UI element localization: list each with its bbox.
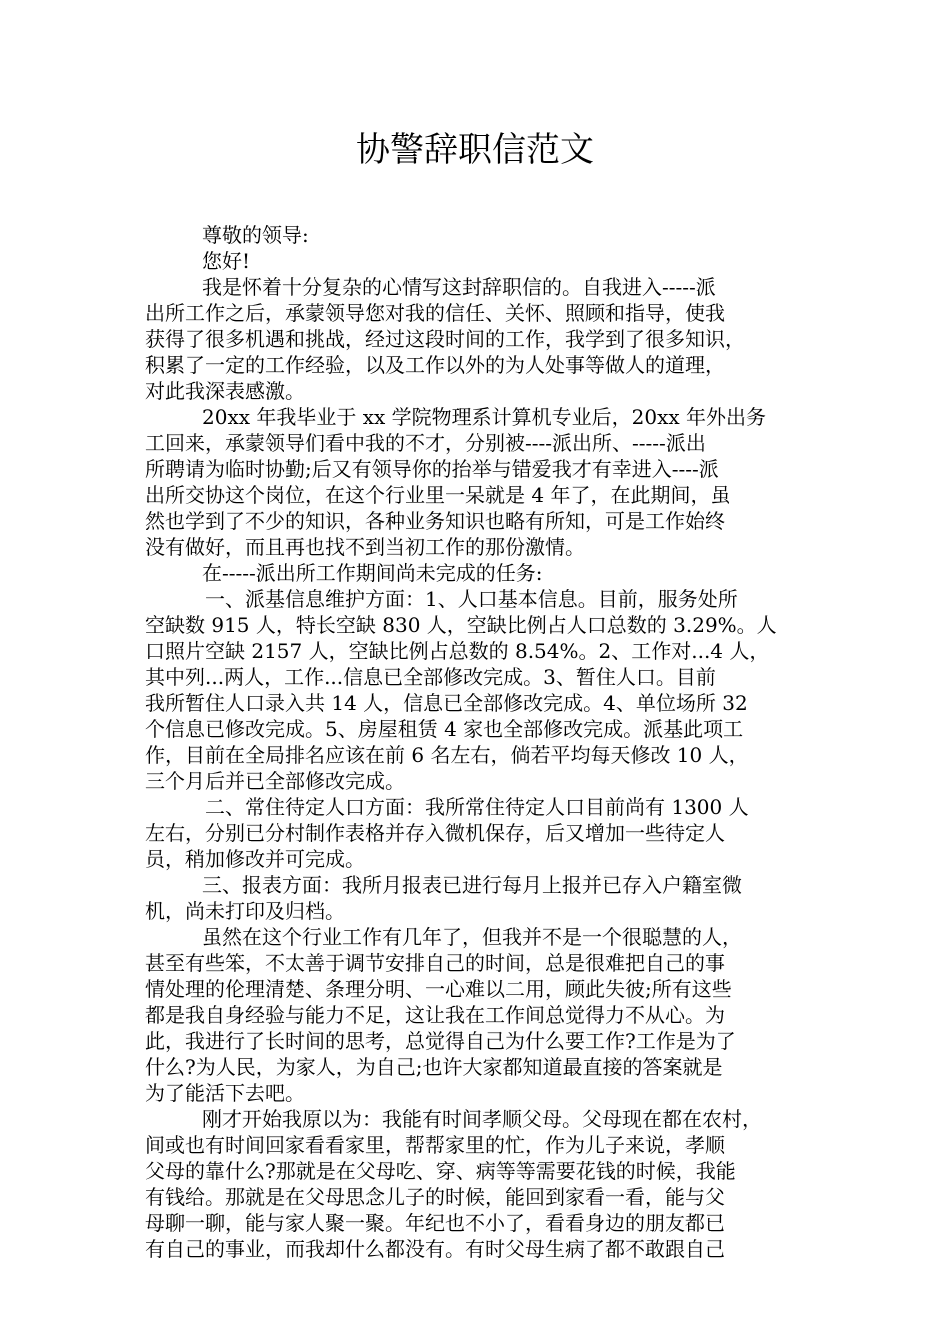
text-line: 获得了很多机遇和挑战，经过这段时间的工作，我学到了很多知识， xyxy=(145,327,745,351)
text-line: 工回来，承蒙领导们看中我的不才，分别被----派出所、-----派出 xyxy=(145,431,706,455)
salutation: 尊敬的领导: xyxy=(202,223,309,247)
text-line: 积累了一定的工作经验，以及工作以外的为人处事等做人的道理， xyxy=(145,353,725,377)
text-line: 员，稍加修改并可完成。 xyxy=(145,847,365,871)
text-line: 有自己的事业，而我却什么都没有。有时父母生病了都不敢跟自己 xyxy=(145,1237,725,1261)
text-line: 为了能活下去吧。 xyxy=(145,1081,305,1105)
text-line: 口照片空缺 2157 人，空缺比例占总数的 8.54%。2、工作对...4 人， xyxy=(145,639,770,663)
text-line: 空缺数 915 人，特长空缺 830 人，空缺比例占人口总数的 3.29%。人 xyxy=(145,613,777,637)
text-line: 三、报表方面：我所月报表已进行每月上报并已存入户籍室微 xyxy=(202,873,742,897)
greeting: 您好! xyxy=(202,249,251,273)
text-line: 什么?为人民，为家人，为自己;也许大家都知道最直接的答案就是 xyxy=(145,1055,723,1079)
text-line: 然也学到了不少的知识，各种业务知识也略有所知，可是工作始终 xyxy=(145,509,725,533)
text-line: 一、派基信息维护方面：1、人口基本信息。目前，服务处所 xyxy=(205,587,738,611)
text-line: 20xx 年我毕业于 xx 学院物理系计算机专业后，20xx 年外出务 xyxy=(202,405,767,429)
document-title: 协警辞职信范文 xyxy=(356,130,594,170)
text-line: 甚至有些笨，不太善于调节安排自己的时间，总是很难把自己的事 xyxy=(145,951,725,975)
text-line: 作，目前在全局排名应该在前 6 名左右，倘若平均每天修改 10 人， xyxy=(145,743,749,767)
text-line: 有钱给。那就是在父母思念儿子的时候，能回到家看一看，能与父 xyxy=(145,1185,725,1209)
text-line: 三个月后并已全部修改完成。 xyxy=(145,769,405,793)
text-line: 情处理的伦理清楚、条理分明、一心难以二用，顾此失彼;所有这些 xyxy=(145,977,732,1001)
text-line: 对此我深表感激。 xyxy=(145,379,305,403)
text-line: 其中列...两人，工作...信息已全部修改完成。3、暂住人口。目前 xyxy=(145,665,716,689)
text-line: 刚才开始我原以为：我能有时间孝顺父母。父母现在都在农村， xyxy=(202,1107,762,1131)
text-line: 此，我进行了长时间的思考，总觉得自己为什么要工作?工作是为了 xyxy=(145,1029,736,1053)
document-body xyxy=(145,222,827,1262)
text-line: 二、常住待定人口方面：我所常住待定人口目前尚有 1300 人 xyxy=(205,795,749,819)
text-line: 我是怀着十分复杂的心情写这封辞职信的。自我进入-----派 xyxy=(202,275,716,299)
text-line: 间或也有时间回家看看家里，帮帮家里的忙，作为儿子来说，孝顺 xyxy=(145,1133,725,1157)
text-line: 都是我自身经验与能力不足，这让我在工作间总觉得力不从心。为 xyxy=(145,1003,725,1027)
text-line: 出所交协这个岗位，在这个行业里一呆就是 4 年了，在此期间，虽 xyxy=(145,483,731,507)
text-line: 左右，分别已分村制作表格并存入微机保存，后又增加一些待定人 xyxy=(145,821,725,845)
text-line: 所聘请为临时协勤;后又有领导你的抬举与错爱我才有幸进入----派 xyxy=(145,457,719,481)
text-line: 机，尚未打印及归档。 xyxy=(145,899,345,923)
text-line: 母聊一聊，能与家人聚一聚。年纪也不小了，看看身边的朋友都已 xyxy=(145,1211,725,1235)
text-line: 没有做好，而且再也找不到当初工作的那份激情。 xyxy=(145,535,585,559)
text-line: 虽然在这个行业工作有几年了，但我并不是一个很聪慧的人， xyxy=(202,925,742,949)
text-line: 出所工作之后，承蒙领导您对我的信任、关怀、照顾和指导，使我 xyxy=(145,301,725,325)
text-line: 在-----派出所工作期间尚未完成的任务: xyxy=(202,561,543,585)
text-line: 个信息已修改完成。5、房屋租赁 4 家也全部修改完成。派基此项工 xyxy=(145,717,744,741)
text-line: 我所暂住人口录入共 14 人，信息已全部修改完成。4、单位场所 32 xyxy=(145,691,748,715)
text-line: 父母的靠什么?那就是在父母吃、穿、病等等需要花钱的时候，我能 xyxy=(145,1159,736,1183)
